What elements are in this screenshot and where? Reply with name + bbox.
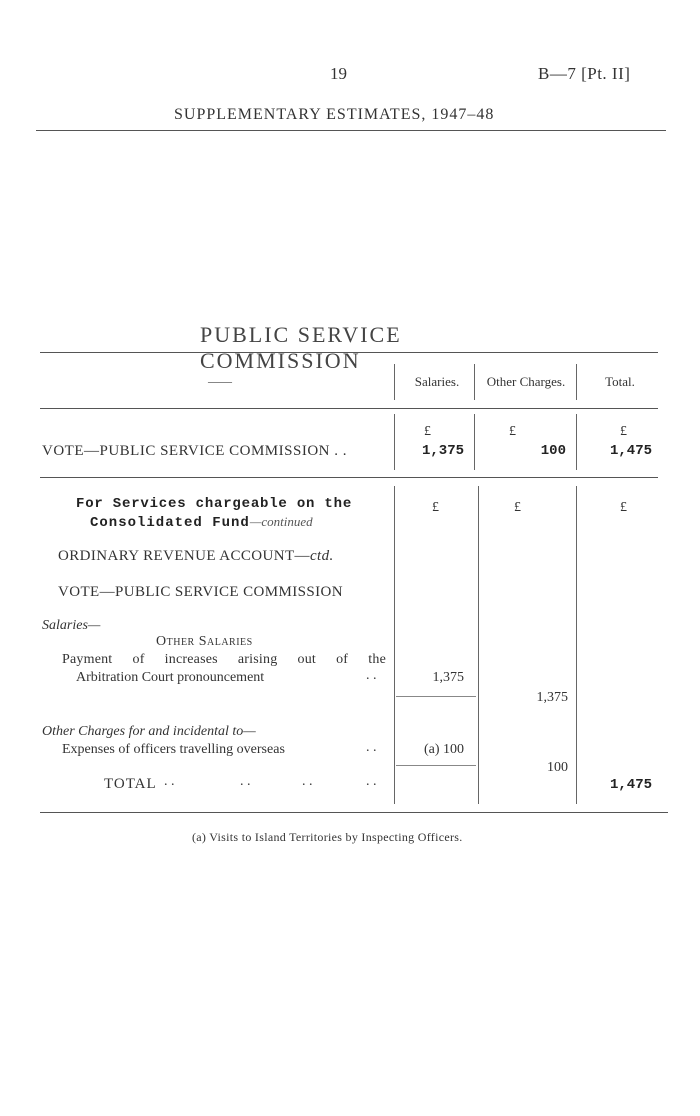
payment-leader: . . [366, 668, 377, 683]
table-top-rule [40, 352, 658, 353]
total-leader-3: . . [302, 774, 313, 789]
section-title: PUBLIC SERVICE COMMISSION [200, 322, 402, 373]
other-charges-currency-symbol: £ [509, 424, 516, 439]
table-bottom-rule [40, 812, 668, 813]
other-salaries-heading: Other Salaries [156, 634, 253, 649]
other-charges-column-header: Other Charges. [486, 374, 566, 389]
expenses-leader: . . [366, 740, 377, 755]
vote-heading: VOTE—PUBLIC SERVICE COMMISSION [58, 584, 343, 600]
consolidated-fund-label: Consolidated Fund [90, 515, 250, 531]
salaries-subtotal: 1,375 [536, 690, 568, 705]
total-column-header: Total. [605, 374, 635, 389]
summary-bottom-rule [40, 477, 658, 478]
other-charges-subtotal: 100 [547, 760, 568, 775]
account-label: ORDINARY REVENUE ACCOUNT— [58, 548, 310, 564]
salaries-currency-symbol: £ [424, 424, 431, 439]
detail-salaries-currency: £ [432, 500, 439, 515]
payment-description-line1: Payment of increases arising out of the [62, 652, 386, 667]
services-heading-line1: For Services chargeable on the [76, 496, 353, 512]
document-subtitle: SUPPLEMENTARY ESTIMATES, 1947–48 [174, 106, 495, 123]
salaries-column-header: Salaries. [414, 374, 460, 389]
expenses-amount: (a) 100 [423, 742, 464, 757]
page-number: 19 [330, 64, 347, 83]
header-bottom-rule [40, 408, 658, 409]
document-reference: B—7 [Pt. II] [538, 64, 631, 83]
footnote: (a) Visits to Island Territories by Inspecting Officers. [192, 830, 463, 844]
total-label: TOTAL [104, 776, 157, 792]
vote-other-charges-value: 100 [540, 443, 566, 459]
total-leader-2: . . [240, 774, 251, 789]
vote-total-value: 1,475 [609, 443, 652, 459]
total-leader-4: . . [366, 774, 377, 789]
blank-column-header: —— [208, 374, 232, 388]
header-rule [36, 130, 666, 131]
detail-other-charges-currency: £ [514, 500, 521, 515]
vote-salaries-value: 1,375 [421, 443, 464, 459]
total-leader-1: . . [164, 774, 175, 789]
payment-description-line2: Arbitration Court pronouncement [76, 670, 265, 685]
vote-summary-label: VOTE—PUBLIC SERVICE COMMISSION . . [42, 443, 347, 459]
expenses-description: Expenses of officers travelling overseas [62, 742, 285, 757]
account-suffix: ctd. [309, 548, 334, 564]
payment-amount: 1,375 [432, 670, 464, 685]
continued-label: —continued [249, 514, 313, 529]
other-charges-heading: Other Charges for and incidental to— [42, 724, 256, 739]
services-heading-line2 [90, 514, 390, 531]
grand-total-value: 1,475 [609, 777, 652, 793]
total-currency-symbol: £ [620, 424, 627, 439]
account-heading [58, 548, 388, 565]
detail-total-currency: £ [620, 500, 627, 515]
salaries-heading: Salaries— [42, 618, 101, 633]
